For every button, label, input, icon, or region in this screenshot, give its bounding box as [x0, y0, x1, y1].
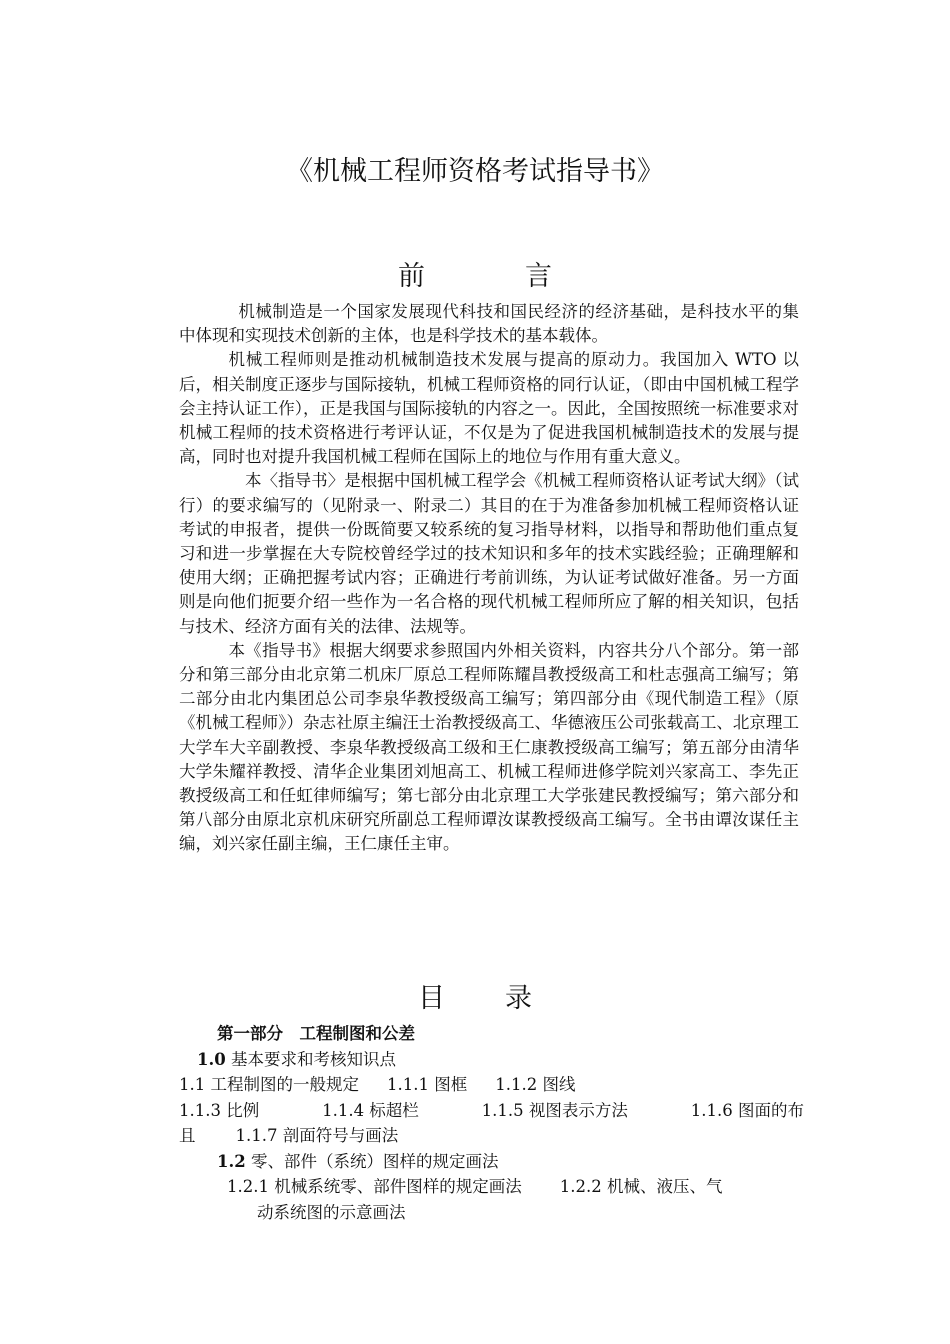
- preface-paragraph: 本《指导书》根据大纲要求参照国内外相关资料，内容共分八个部分。第一部分和第三部分由北京第二机床厂原总工程师陈耀昌教授级高工和杜志强高工编写；第二部分由北内集团总公司李泉华教授级高工编写；第四部分由《现代制造工程》（原《机械工程师》）杂志社原主编汪士治教授级高工、华德液压公司张载高工、北京理工大学车大辛副教授、李泉华教授级高工级和王仁康教授级高工编写；第五部分由清华大学朱耀祥教授、清华企业集团刘旭高工、机械工程师进修学院刘兴家高工、李先正教授级高工和任虹律师编写；第七部分由北京理工大学张建民教授编写；第六部分和第八部分由原北京机床研究所副总工程师谭汝谋教授级高工编写。全书由谭汝谋任主编，刘兴家任副主编，王仁康任主审。: [179, 640, 799, 854]
- toc-line: [179, 1098, 804, 1124]
- toc-entry-1-2-1[interactable]: 1.2.1 机械系统零、部件图样的规定画法: [227, 1177, 522, 1196]
- document-title: 《机械工程师资格考试指导书》: [286, 156, 664, 187]
- toc-entry-text: 基本要求和考核知识点: [225, 1049, 396, 1069]
- toc-line: [179, 1123, 804, 1149]
- toc-entry-number: 1.2: [217, 1151, 246, 1171]
- toc-entry-1-1-6-cont: 且: [179, 1126, 196, 1145]
- preface-heading-char-1: 前: [398, 261, 425, 292]
- preface-paragraph: 机械工程师则是推动机械制造技术发展与提高的原动力。我国加入 WTO 以后，相关制度正逐步与国际接轨，机械工程师资格的同行认证，（即由中国机械工程学会主持认证工作），正是我国与国际接轨的内容之一。因此，全国按照统一标准要求对机械工程师的技术资格进行考评认证，不仅是为了促进我国机械制造技术的发展与提高，同时也对提升我国机械工程师在国际上的地位与作用有重大意义。: [179, 350, 799, 467]
- toc-entry-number: 1.0: [197, 1049, 226, 1069]
- toc-line: [179, 1072, 804, 1098]
- preface-paragraph: 本〈指导书〉是根据中国机械工程学会《机械工程师资格认证考试大纲》（试行）的要求编写的（见附录一、附录二）其目的在于为准备参加机械工程师资格认证考试的申报者，提供一份既简要又较系统的复习指导材料，以指导和帮助他们重点复习和进一步掌握在大专院校曾经学过的技术知识和多年的技术实践经验；正确理解和使用大纲；正确把握考试内容；正确进行考前训练，为认证考试做好准备。另一方面则是向他们扼要介绍一些作为一名合格的现代机械工程师所应了解的相关知识，包括与技术、经济方面有关的法律、法规等。: [179, 471, 799, 636]
- toc-heading-char-2: 录: [505, 983, 532, 1014]
- preface-paragraph: 机械制造是一个国家发展现代科技和国民经济的经济基础，是科技水平的集中体现和实现技术创新的主体，也是科学技术的基本载体。: [179, 302, 799, 346]
- toc-heading-char-1: 目: [418, 983, 445, 1014]
- preface-heading: [0, 258, 950, 296]
- toc-entry-1-0[interactable]: [179, 1047, 804, 1073]
- toc-entry-1-1-6[interactable]: 1.1.6 图面的布: [690, 1100, 804, 1120]
- table-of-contents: [179, 1021, 804, 1225]
- toc-entry-1-1-5[interactable]: 1.1.5 视图表示方法: [481, 1100, 628, 1120]
- toc-entry-1-1[interactable]: 1.1 工程制图的一般规定: [179, 1075, 359, 1094]
- toc-entry-1-1-4[interactable]: 1.1.4 标超栏: [322, 1100, 419, 1120]
- toc-entry-1-2-2-cont: 动系统图的示意画法: [257, 1202, 406, 1222]
- preface-body: [179, 300, 799, 857]
- toc-line: [179, 1174, 804, 1200]
- toc-entry-1-1-3[interactable]: 1.1.3 比例: [179, 1100, 260, 1120]
- toc-heading: [0, 980, 950, 1018]
- toc-entry-text: 零、部件（系统）图样的规定画法: [245, 1151, 499, 1171]
- toc-entry-1-1-7[interactable]: 1.1.7 剖面符号与画法: [235, 1126, 399, 1145]
- toc-entry-1-2-2[interactable]: 1.2.2 机械、液压、气: [559, 1177, 723, 1196]
- preface-heading-char-2: 言: [525, 261, 552, 292]
- toc-entry-1-2[interactable]: [179, 1149, 804, 1175]
- toc-part-1[interactable]: 第一部分 工程制图和公差: [217, 1024, 415, 1043]
- toc-entry-1-1-2[interactable]: 1.1.2 图线: [495, 1075, 576, 1094]
- toc-entry-1-1-1[interactable]: 1.1.1 图框: [387, 1075, 468, 1094]
